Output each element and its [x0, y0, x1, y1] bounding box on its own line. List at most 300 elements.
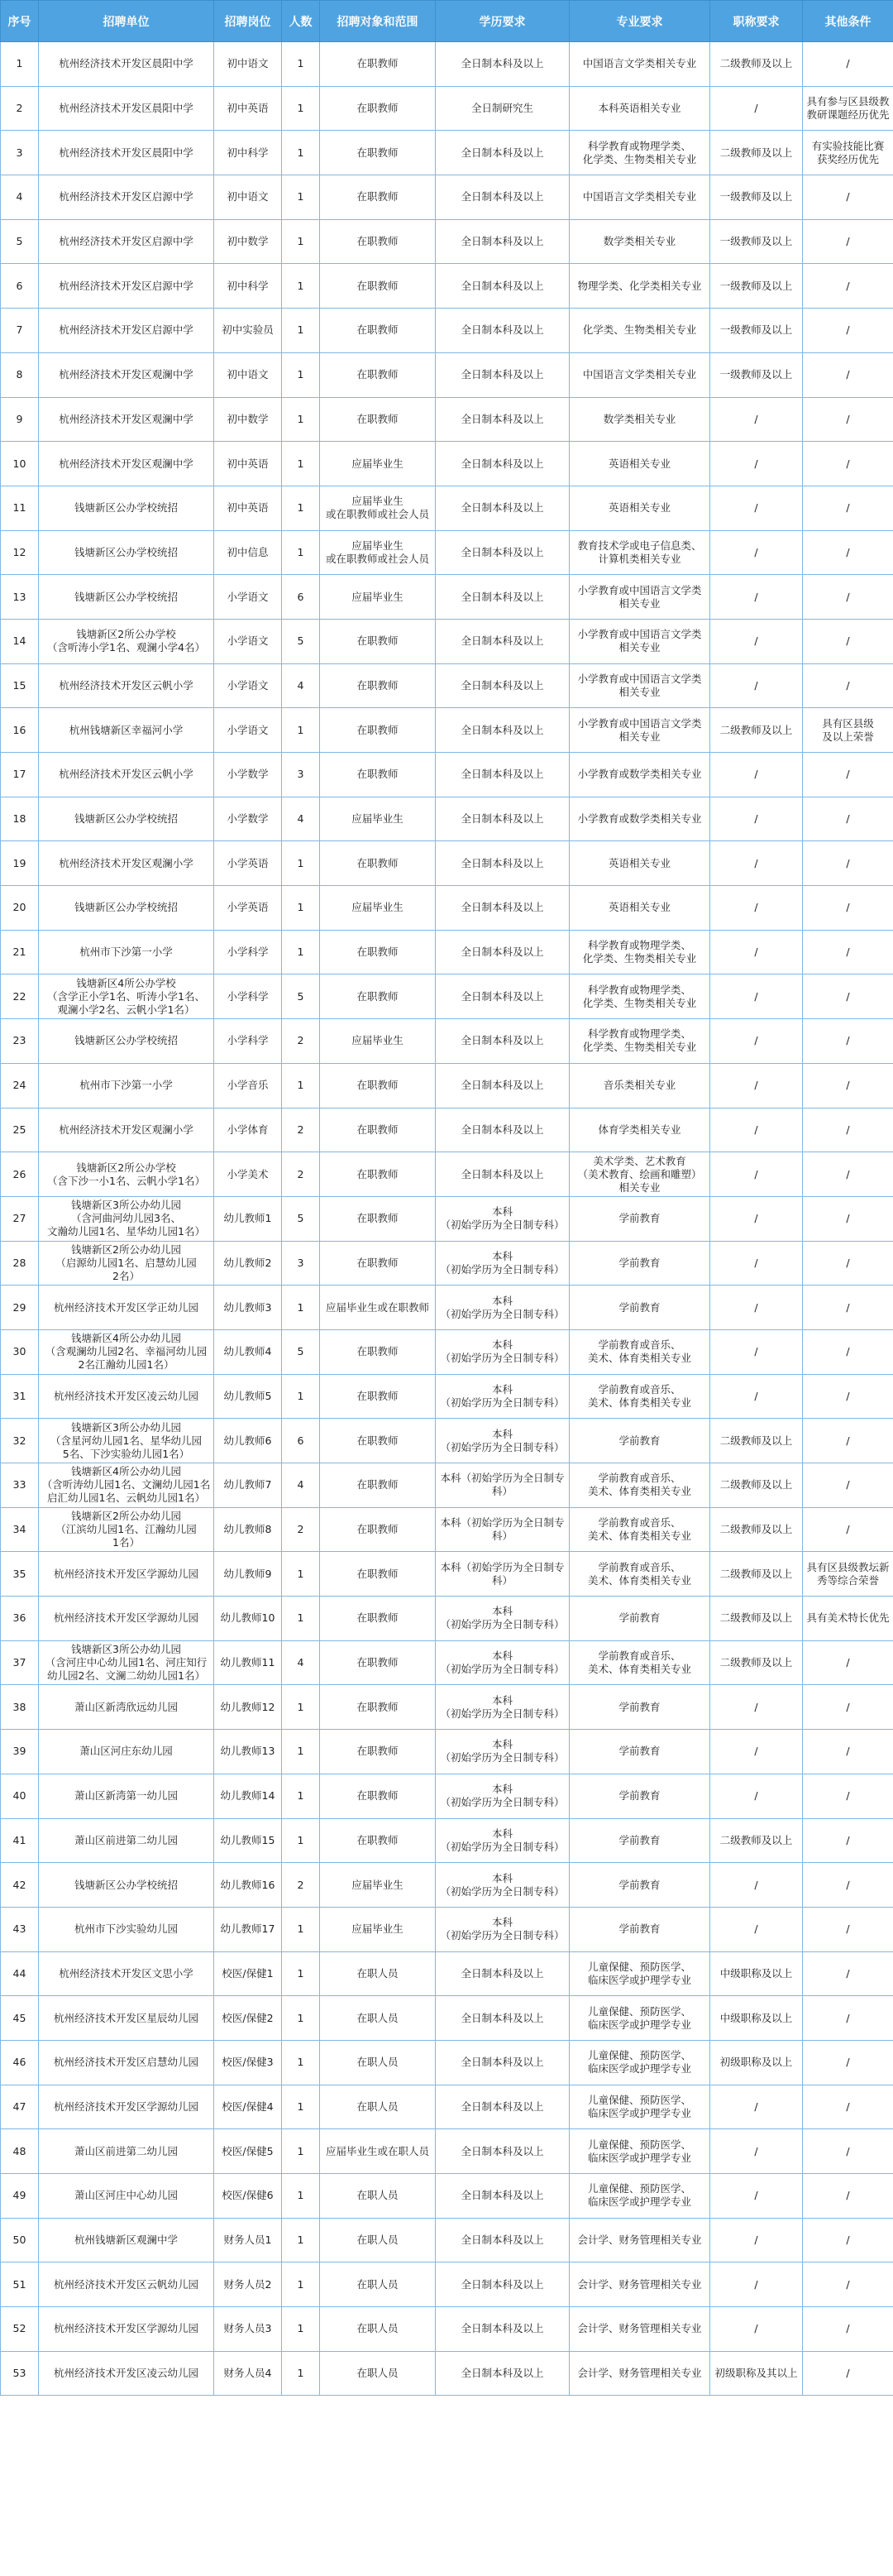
table-cell: 全日制研究生	[436, 86, 570, 131]
table-cell: /	[803, 2129, 893, 2174]
table-cell: 钱塘新区4所公办幼儿园 （含观澜幼儿园2名、幸福河幼儿园 2名江瀚幼儿园1名）	[39, 1329, 214, 1374]
table-cell: 全日制本科及以上	[436, 2262, 570, 2307]
table-cell: 5	[282, 974, 320, 1019]
table-cell: 在职教师	[320, 1640, 436, 1685]
table-cell: 在职教师	[320, 1774, 436, 1818]
table-cell: 全日制本科及以上	[436, 2307, 570, 2352]
table-cell: 二级教师及以上	[710, 708, 803, 753]
table-cell: 在职教师	[320, 397, 436, 442]
table-cell: 在职教师	[320, 86, 436, 131]
table-cell: 钱塘新区公办学校统招	[39, 797, 214, 841]
table-cell: 全日制本科及以上	[436, 1996, 570, 2041]
table-cell: 物理学类、化学类相关专业	[570, 264, 710, 309]
table-cell: 应届毕业生 或在职教师或社会人员	[320, 530, 436, 575]
table-cell: 21	[1, 930, 39, 974]
table-cell: 学前教育或音乐、 美术、体育类相关专业	[570, 1552, 710, 1597]
table-cell: 3	[282, 1241, 320, 1286]
table-cell: 学前教育	[570, 1818, 710, 1863]
table-cell: /	[710, 753, 803, 797]
table-cell: 29	[1, 1286, 39, 1330]
table-cell: 44	[1, 1951, 39, 1996]
table-cell: /	[803, 2262, 893, 2307]
table-cell: 本科英语相关专业	[570, 86, 710, 131]
table-cell: 1	[282, 1685, 320, 1730]
table-cell: 36	[1, 1597, 39, 1641]
table-cell: 应届毕业生	[320, 575, 436, 620]
table-cell: 全日制本科及以上	[436, 753, 570, 797]
table-cell: 14	[1, 619, 39, 663]
table-cell: /	[710, 486, 803, 530]
header-cell: 学历要求	[436, 1, 570, 42]
table-cell: 杭州经济技术开发区凌云幼儿园	[39, 2351, 214, 2396]
table-row	[1, 1419, 893, 1463]
table-cell: 初中语文	[214, 352, 282, 397]
table-cell: 应届毕业生	[320, 886, 436, 931]
table-cell: 31	[1, 1374, 39, 1419]
table-cell: /	[710, 397, 803, 442]
table-cell: /	[710, 1019, 803, 1064]
table-cell: 小学英语	[214, 886, 282, 931]
table-cell: /	[710, 2262, 803, 2307]
table-cell: 在职教师	[320, 1108, 436, 1152]
table-cell: 钱塘新区3所公办幼儿园 （含河曲河幼儿园3名、 文瀚幼儿园1名、星华幼儿园1名）	[39, 1196, 214, 1241]
table-row	[1, 1774, 893, 1818]
table-cell: 18	[1, 797, 39, 841]
table-cell: 在职人员	[320, 2307, 436, 2352]
table-cell: 在职教师	[320, 1374, 436, 1419]
table-cell: 1	[282, 2129, 320, 2174]
table-cell: 在职教师	[320, 1507, 436, 1552]
table-body	[1, 42, 893, 2396]
table-cell: 小学教育或中国语言文学类 相关专业	[570, 575, 710, 620]
table-cell: /	[803, 1818, 893, 1863]
table-cell: 本科（初始学历为全日制专科）	[436, 1463, 570, 1508]
table-row	[1, 309, 893, 353]
table-cell: 学前教育或音乐、 美术、体育类相关专业	[570, 1507, 710, 1552]
table-cell: 全日制本科及以上	[436, 442, 570, 486]
table-cell: 钱塘新区公办学校统招	[39, 530, 214, 575]
table-cell: 41	[1, 1818, 39, 1863]
table-cell: 萧山区新湾欣远幼儿园	[39, 1685, 214, 1730]
table-cell: 8	[1, 352, 39, 397]
table-cell: 46	[1, 2040, 39, 2085]
table-cell: /	[803, 352, 893, 397]
table-cell: 38	[1, 1685, 39, 1730]
table-row	[1, 663, 893, 708]
table-cell: /	[803, 974, 893, 1019]
table-cell: 杭州经济技术开发区文思小学	[39, 1951, 214, 1996]
table-cell: 1	[282, 86, 320, 131]
table-cell: /	[710, 1329, 803, 1374]
table-cell: 9	[1, 397, 39, 442]
table-cell: 幼儿教师1	[214, 1196, 282, 1241]
table-row	[1, 2262, 893, 2307]
table-row	[1, 397, 893, 442]
table-cell: 在职教师	[320, 753, 436, 797]
header-cell: 序号	[1, 1, 39, 42]
table-cell: 34	[1, 1507, 39, 1552]
table-cell: 12	[1, 530, 39, 575]
table-cell: /	[803, 219, 893, 264]
table-cell: /	[803, 1730, 893, 1774]
table-cell: 科学教育或物理学类、 化学类、生物类相关专业	[570, 930, 710, 974]
table-cell: 应届毕业生或在职人员	[320, 2129, 436, 2174]
table-cell: 全日制本科及以上	[436, 264, 570, 309]
table-cell: 学前教育	[570, 1774, 710, 1818]
table-cell: 53	[1, 2351, 39, 2396]
table-cell: 萧山区新湾第一幼儿园	[39, 1774, 214, 1818]
table-cell: 1	[282, 886, 320, 931]
table-cell: 4	[1, 175, 39, 220]
table-cell: /	[803, 1685, 893, 1730]
table-cell: 10	[1, 442, 39, 486]
table-row	[1, 131, 893, 175]
table-cell: /	[803, 309, 893, 353]
table-cell: /	[803, 663, 893, 708]
table-cell: 二级教师及以上	[710, 1552, 803, 1597]
table-cell: /	[710, 1241, 803, 1286]
table-cell: 小学数学	[214, 753, 282, 797]
table-cell: 全日制本科及以上	[436, 841, 570, 886]
table-cell: 杭州经济技术开发区学正幼儿园	[39, 1286, 214, 1330]
table-cell: /	[710, 1063, 803, 1108]
table-cell: 3	[282, 753, 320, 797]
table-cell: 37	[1, 1640, 39, 1685]
table-cell: 1	[282, 264, 320, 309]
table-cell: 幼儿教师4	[214, 1329, 282, 1374]
table-cell: /	[803, 1152, 893, 1197]
table-cell: 幼儿教师3	[214, 1286, 282, 1330]
table-cell: 4	[282, 797, 320, 841]
table-cell: 小学科学	[214, 974, 282, 1019]
table-cell: 1	[282, 175, 320, 220]
table-cell: 在职人员	[320, 1951, 436, 1996]
table-cell: 音乐类相关专业	[570, 1063, 710, 1108]
table-cell: 在职人员	[320, 2351, 436, 2396]
table-cell: 杭州经济技术开发区云帆幼儿园	[39, 2262, 214, 2307]
table-cell: 在职人员	[320, 2262, 436, 2307]
table-cell: 在职教师	[320, 1063, 436, 1108]
table-row	[1, 619, 893, 663]
table-cell: 1	[282, 2351, 320, 2396]
table-cell: 萧山区河庄中心幼儿园	[39, 2174, 214, 2219]
table-cell: 钱塘新区公办学校统招	[39, 1019, 214, 1064]
table-row	[1, 1241, 893, 1286]
table-cell: 4	[282, 663, 320, 708]
table-cell: 幼儿教师13	[214, 1730, 282, 1774]
table-cell: 幼儿教师2	[214, 1241, 282, 1286]
table-cell: 1	[282, 2085, 320, 2129]
table-cell: 应届毕业生	[320, 1019, 436, 1064]
table-cell: 1	[282, 397, 320, 442]
table-cell: /	[803, 2174, 893, 2219]
table-cell: 全日制本科及以上	[436, 2218, 570, 2262]
table-cell: 小学教育或数学类相关专业	[570, 753, 710, 797]
table-cell: 本科 （初始学历为全日制专科）	[436, 1818, 570, 1863]
table-cell: 在职教师	[320, 1419, 436, 1463]
table-cell: 2	[1, 86, 39, 131]
table-cell: 应届毕业生	[320, 797, 436, 841]
table-cell: 小学美术	[214, 1152, 282, 1197]
table-cell: 33	[1, 1463, 39, 1508]
table-cell: 全日制本科及以上	[436, 930, 570, 974]
table-cell: 本科 （初始学历为全日制专科）	[436, 1774, 570, 1818]
table-cell: /	[710, 530, 803, 575]
header-cell: 其他条件	[803, 1, 893, 42]
table-row	[1, 841, 893, 886]
table-cell: 全日制本科及以上	[436, 708, 570, 753]
table-cell: /	[803, 2218, 893, 2262]
table-cell: /	[710, 930, 803, 974]
table-cell: 在职教师	[320, 708, 436, 753]
table-cell: 幼儿教师14	[214, 1774, 282, 1818]
table-cell: 杭州经济技术开发区启源中学	[39, 175, 214, 220]
table-cell: 初级职称及其以上	[710, 2351, 803, 2396]
table-cell: 初中科学	[214, 264, 282, 309]
table-row	[1, 886, 893, 931]
table-cell: /	[803, 530, 893, 575]
table-cell: 1	[282, 442, 320, 486]
table-cell: 应届毕业生或在职教师	[320, 1286, 436, 1330]
table-cell: 全日制本科及以上	[436, 352, 570, 397]
table-cell: 钱塘新区2所公办学校 （含听涛小学1名、观澜小学4名）	[39, 619, 214, 663]
table-cell: 全日制本科及以上	[436, 219, 570, 264]
table-cell: 科学教育或物理学类、 化学类、生物类相关专业	[570, 974, 710, 1019]
table-cell: 全日制本科及以上	[436, 2040, 570, 2085]
table-row	[1, 1507, 893, 1552]
table-row	[1, 486, 893, 530]
table-cell: 40	[1, 1774, 39, 1818]
table-cell: /	[710, 886, 803, 931]
table-cell: 5	[282, 619, 320, 663]
table-cell: /	[710, 575, 803, 620]
table-cell: /	[803, 1374, 893, 1419]
table-cell: 幼儿教师7	[214, 1463, 282, 1508]
table-cell: 应届毕业生	[320, 1907, 436, 1951]
table-cell: 23	[1, 1019, 39, 1064]
table-cell: /	[710, 2218, 803, 2262]
table-row	[1, 219, 893, 264]
table-cell: 1	[282, 1730, 320, 1774]
table-cell: 小学教育或数学类相关专业	[570, 797, 710, 841]
table-cell: 杭州市下沙第一小学	[39, 930, 214, 974]
table-cell: 二级教师及以上	[710, 1419, 803, 1463]
table-cell: 二级教师及以上	[710, 1640, 803, 1685]
table-cell: 本科 （初始学历为全日制专科）	[436, 1196, 570, 1241]
table-cell: 钱塘新区2所公办学校 （含下沙一小1名、云帆小学1名）	[39, 1152, 214, 1197]
table-cell: 1	[282, 1286, 320, 1330]
table-cell: 在职教师	[320, 1196, 436, 1241]
table-cell: /	[803, 575, 893, 620]
table-cell: 有实验技能比赛 获奖经历优先	[803, 131, 893, 175]
table-cell: 初中数学	[214, 219, 282, 264]
table-cell: 学前教育	[570, 1597, 710, 1641]
header-cell: 人数	[282, 1, 320, 42]
table-cell: 一级教师及以上	[710, 352, 803, 397]
table-cell: 钱塘新区公办学校统招	[39, 575, 214, 620]
table-cell: 在职教师	[320, 619, 436, 663]
table-cell: 51	[1, 2262, 39, 2307]
table-cell: 39	[1, 1730, 39, 1774]
table-row	[1, 1329, 893, 1374]
header-cell: 职称要求	[710, 1, 803, 42]
table-cell: 全日制本科及以上	[436, 2351, 570, 2396]
table-cell: /	[710, 797, 803, 841]
table-cell: /	[803, 1951, 893, 1996]
table-cell: /	[803, 1419, 893, 1463]
table-cell: 科学教育或物理学类、 化学类、生物类相关专业	[570, 131, 710, 175]
table-cell: 全日制本科及以上	[436, 397, 570, 442]
table-cell: 本科 （初始学历为全日制专科）	[436, 1419, 570, 1463]
table-cell: 1	[282, 2262, 320, 2307]
table-cell: 萧山区河庄东幼儿园	[39, 1730, 214, 1774]
table-cell: 13	[1, 575, 39, 620]
table-cell: 50	[1, 2218, 39, 2262]
table-cell: 1	[282, 1774, 320, 1818]
header-cell: 招聘单位	[39, 1, 214, 42]
table-cell: 在职教师	[320, 1730, 436, 1774]
table-cell: 7	[1, 309, 39, 353]
table-cell: 初中英语	[214, 486, 282, 530]
table-cell: 数学类相关专业	[570, 397, 710, 442]
table-row	[1, 797, 893, 841]
table-row	[1, 352, 893, 397]
table-row	[1, 2040, 893, 2085]
table-cell: 全日制本科及以上	[436, 575, 570, 620]
table-cell: 1	[282, 1552, 320, 1597]
table-cell: 幼儿教师6	[214, 1419, 282, 1463]
table-cell: 本科 （初始学历为全日制专科）	[436, 1241, 570, 1286]
table-cell: 本科 （初始学历为全日制专科）	[436, 1640, 570, 1685]
table-cell: 学前教育或音乐、 美术、体育类相关专业	[570, 1329, 710, 1374]
table-cell: 全日制本科及以上	[436, 175, 570, 220]
table-cell: 1	[282, 1597, 320, 1641]
table-cell: 全日制本科及以上	[436, 619, 570, 663]
table-cell: /	[803, 175, 893, 220]
table-row	[1, 1597, 893, 1641]
table-cell: 校医/保健5	[214, 2129, 282, 2174]
table-cell: 幼儿教师12	[214, 1685, 282, 1730]
table-cell: /	[803, 486, 893, 530]
table-cell: 幼儿教师5	[214, 1374, 282, 1419]
table-row	[1, 1730, 893, 1774]
table-row	[1, 1019, 893, 1064]
table-row	[1, 1863, 893, 1908]
table-cell: 在职教师	[320, 219, 436, 264]
table-cell: /	[803, 886, 893, 931]
table-row	[1, 575, 893, 620]
table-cell: /	[803, 1286, 893, 1330]
table-cell: 在职教师	[320, 1241, 436, 1286]
table-cell: /	[710, 442, 803, 486]
table-cell: 3	[1, 131, 39, 175]
table-cell: 幼儿教师10	[214, 1597, 282, 1641]
table-cell: 4	[282, 1463, 320, 1508]
table-cell: 一级教师及以上	[710, 175, 803, 220]
table-cell: 财务人员4	[214, 2351, 282, 2396]
table-cell: 2	[282, 1152, 320, 1197]
table-cell: 小学语文	[214, 663, 282, 708]
table-cell: 小学语文	[214, 708, 282, 753]
table-cell: 杭州经济技术开发区学源幼儿园	[39, 1597, 214, 1641]
table-cell: 二级教师及以上	[710, 1597, 803, 1641]
table-cell: 小学语文	[214, 575, 282, 620]
table-cell: 在职教师	[320, 131, 436, 175]
table-cell: 数学类相关专业	[570, 219, 710, 264]
table-cell: 1	[282, 219, 320, 264]
table-cell: 体育学类相关专业	[570, 1108, 710, 1152]
table-row	[1, 2174, 893, 2219]
table-cell: 1	[282, 309, 320, 353]
table-cell: 杭州钱塘新区幸福河小学	[39, 708, 214, 753]
table-cell: 儿童保健、预防医学、 临床医学或护理学专业	[570, 1951, 710, 1996]
table-cell: /	[710, 2085, 803, 2129]
table-row	[1, 974, 893, 1019]
table-cell: 杭州经济技术开发区学源幼儿园	[39, 2307, 214, 2352]
table-cell: 1	[282, 841, 320, 886]
table-cell: 25	[1, 1108, 39, 1152]
table-cell: /	[710, 2129, 803, 2174]
header-row	[1, 1, 893, 42]
table-cell: 中国语言文学类相关专业	[570, 42, 710, 87]
table-cell: 全日制本科及以上	[436, 1951, 570, 1996]
table-cell: 1	[282, 2307, 320, 2352]
table-row	[1, 2218, 893, 2262]
table-cell: /	[803, 1063, 893, 1108]
table-cell: /	[803, 1108, 893, 1152]
table-cell: 小学教育或中国语言文学类 相关专业	[570, 619, 710, 663]
table-cell: 初中数学	[214, 397, 282, 442]
table-cell: 在职人员	[320, 2174, 436, 2219]
table-cell: /	[803, 2307, 893, 2352]
table-row	[1, 86, 893, 131]
table-cell: 钱塘新区3所公办幼儿园 （含河庄中心幼儿园1名、河庄知行 幼儿园2名、文澜二幼幼儿园1名）	[39, 1640, 214, 1685]
table-cell: 1	[282, 2040, 320, 2085]
table-cell: 钱塘新区4所公办幼儿园 （含听涛幼儿园1名、文澜幼儿园1名 启汇幼儿园1名、云帆幼儿园1名）	[39, 1463, 214, 1508]
table-row	[1, 1063, 893, 1108]
table-cell: 2	[282, 1863, 320, 1908]
table-cell: /	[803, 1863, 893, 1908]
table-cell: 全日制本科及以上	[436, 1108, 570, 1152]
table-cell: 二级教师及以上	[710, 1818, 803, 1863]
table-cell: /	[803, 1196, 893, 1241]
table-cell: 化学类、生物类相关专业	[570, 309, 710, 353]
table-cell: 本科 （初始学历为全日制专科）	[436, 1597, 570, 1641]
table-cell: 幼儿教师9	[214, 1552, 282, 1597]
table-cell: 杭州经济技术开发区晨阳中学	[39, 42, 214, 87]
table-cell: 科学教育或物理学类、 化学类、生物类相关专业	[570, 1019, 710, 1064]
table-cell: 15	[1, 663, 39, 708]
table-cell: 在职教师	[320, 663, 436, 708]
table-cell: 杭州经济技术开发区晨阳中学	[39, 86, 214, 131]
table-row	[1, 530, 893, 575]
table-cell: 具有参与区县级教 教研课题经历优先	[803, 86, 893, 131]
table-cell: /	[803, 264, 893, 309]
table-cell: 校医/保健3	[214, 2040, 282, 2085]
table-cell: 幼儿教师17	[214, 1907, 282, 1951]
table-cell: 本科 （初始学历为全日制专科）	[436, 1863, 570, 1908]
table-cell: 杭州经济技术开发区观澜小学	[39, 841, 214, 886]
table-cell: /	[710, 1730, 803, 1774]
table-cell: 全日制本科及以上	[436, 2085, 570, 2129]
table-cell: 小学英语	[214, 841, 282, 886]
table-cell: /	[803, 1507, 893, 1552]
table-cell: 学前教育	[570, 1419, 710, 1463]
table-cell: 小学科学	[214, 930, 282, 974]
table-cell: 在职教师	[320, 1463, 436, 1508]
table-cell: 杭州经济技术开发区晨阳中学	[39, 131, 214, 175]
table-cell: /	[710, 1152, 803, 1197]
